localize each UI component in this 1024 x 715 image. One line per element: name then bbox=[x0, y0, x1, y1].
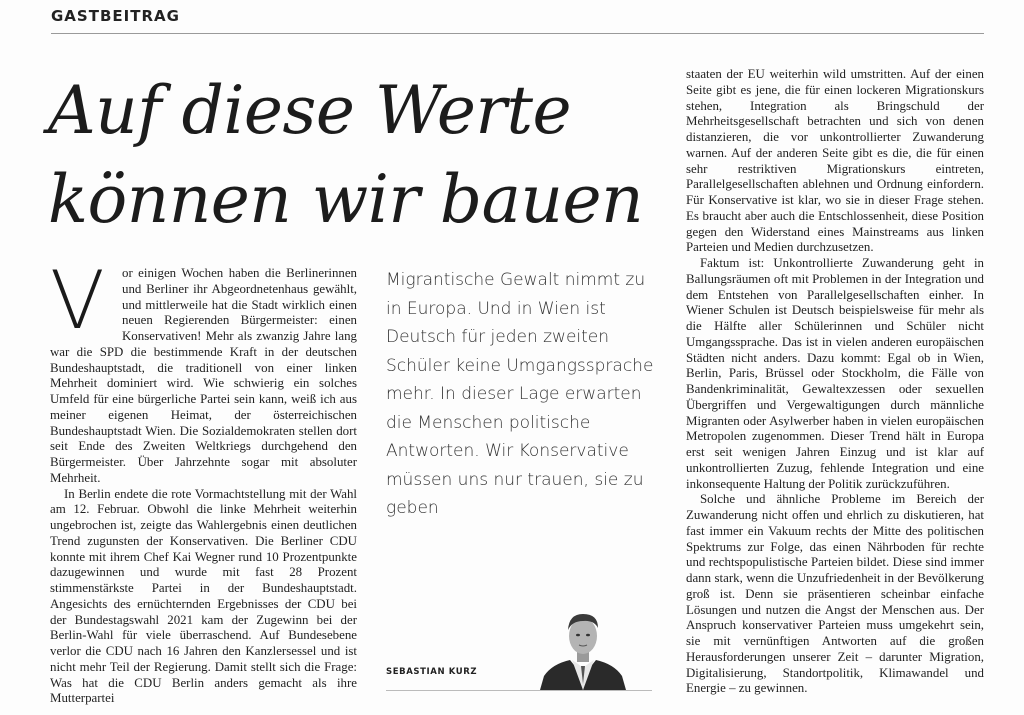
paragraph-4: Faktum ist: Unkontrollierte Zuwanderung geht in Ballungsräumen oft mit Problemen in der Integration und dem Entstehen von Parallelgesellschaften einher. In Wiener Schulen ist Deutsch beispielsweise für mehr als die Hälfte aller Schülerinnen und Schüler nicht Umgangssprache. Das ist in vielen anderen europäischen Städten nicht anders. Dazu kommt: Egal ob in Wien, Berlin, Paris, Brüssel oder Stockholm, die Fälle von Bandenkriminalität, Gewaltexzessen oder sexuellen Übergriffen und Vergewaltigungen durch männliche Migranten oder Asylwerber haben in vielen europäischen Metropolen zugenommen. Dieser Trend hält in Europa erst seit wenigen Jahren Einzug und ist klar auf unkontrollierten Zuzug, fehlende Integration und eine inkonsequente Haltung der Politik zurückzuführen. bbox=[686, 256, 984, 491]
author-byline: SEBASTIAN KURZ bbox=[386, 667, 478, 677]
paragraph-2: In Berlin endete die rote Vormachtstellung mit der Wahl am 12. Februar. Obwohl die linke Mehrheit weiterhin ungebrochen ist, zeigte das Wahlergebnis einen deutlichen Trend zugunsten der Konservativen. Die Berliner CDU konnte mit ihrem Chef Kai Wegner rund 10 Prozentpunkte dazugewinnen und wurde mit fast 28 Prozent stimmenstärkste Partei in der Bundeshauptstadt. Angesichts des ernüchternden Ergebnisses der CDU bei der Bundestagswahl 2021 kam der Zugewinn bei der Berlin-Wahl für viele überraschend. Auf Bundesebene verlor die CDU nach 16 Jahren den Kanzlersessel und ist nicht mehr Teil der Regierung. Damit stellt sich die Frage: Was hat die CDU Berlin anders gemacht als ihre Mutterpartei bbox=[50, 486, 357, 706]
headline-line-2: können wir bauen bbox=[48, 161, 644, 238]
pull-quote-text: Migrantische Gewalt nimmt zu in Europa. Und in Wien ist Deutsch für jeden zweiten Schüler keine Umgangssprache mehr. In dieser Lage erwarten die Menschen politische Antworten. Wir Konservative müssen uns nur trauen, sie zu geben bbox=[386, 270, 654, 518]
article-column-right bbox=[686, 67, 984, 715]
drop-cap: V bbox=[50, 266, 105, 347]
author-divider bbox=[386, 690, 652, 691]
paragraph-5: Solche und ähnliche Probleme im Bereich der Zuwanderung nicht offen und ehrlich zu diskutieren, hat fast immer ein Vakuum rechts der Mitte des politischen Spektrums zur Folge, das einen Nährboden für rechte und rechtspopulistische Parteien bildet. Diese sind immer dann stark, wenn die Unzufriedenheit in der Bevölkerung groß ist. Denn sie präsentieren scheinbar einfache Lösungen und nutzen die Angst der Menschen aus. Der Anspruch konservativer Parteien muss umgekehrt sein, sie mit vernünftigen Antworten auf die großen Herausforderungen unserer Zeit – darunter Migration, Digitalisierung, Standortpolitik, Klimawandel und Energie – zu gewinnen. bbox=[686, 492, 984, 696]
paragraph-3: staaten der EU weiterhin wild umstritten. Auf der einen Seite gibt es jene, die für einen lockeren Migrationskurs stehen, Integration als Bringschuld der Mehrheitsgesellschaft betrachten und sich von denen distanzieren, die vor unkontrollierter Zuwanderung warnen. Auf der anderen Seite gibt es die, die für einen sehr restriktiven Migrationskurs eintreten, Parallelgesellschaften ablehnen und Ordnung einfordern. Für Konservative ist klar, wo sie in dieser Frage stehen. Es braucht aber auch die Entschlossenheit, diese Position gegen den Widerstand eines Mainstreams aus linken Parteien und Medien durchzusetzen. bbox=[686, 67, 984, 255]
headline-line-1: Auf diese Werte bbox=[48, 72, 572, 149]
pull-quote bbox=[386, 266, 658, 523]
article-column-left bbox=[50, 266, 357, 715]
paragraph-1 bbox=[50, 266, 357, 487]
section-rubric: GASTBEITRAG bbox=[51, 7, 180, 25]
article-headline bbox=[48, 66, 688, 244]
paragraph-1-text: or einigen Wochen haben die Berlinerinnen und Berliner ihr Abgeordnetenhaus gewählt, und mittlerweile hat die Stadt wirklich einen neuen Regierenden Bürgermeister: einen Konservativen! Mehr als zwanzig Jahre lang war die SPD die bestimmende Kraft in der deutschen Bundeshauptstadt, die traditionell von einer linken Mehrheit dominiert wird. Wie schwierig ein solches Umfeld für eine bürgerliche Partei sein kann, weiß ich aus meiner eigenen Heimat, der österreichischen Bundeshauptstadt Wien. Die Sozialdemokraten stellen dort seit Ende des Zweiten Weltkriegs durchgehend den Bürgermeister. Über Jahrzehnte sogar mit absoluter Mehrheit. bbox=[50, 266, 357, 485]
header-divider bbox=[51, 33, 984, 34]
author-portrait-graphic bbox=[538, 604, 628, 690]
author-photo bbox=[538, 604, 628, 690]
